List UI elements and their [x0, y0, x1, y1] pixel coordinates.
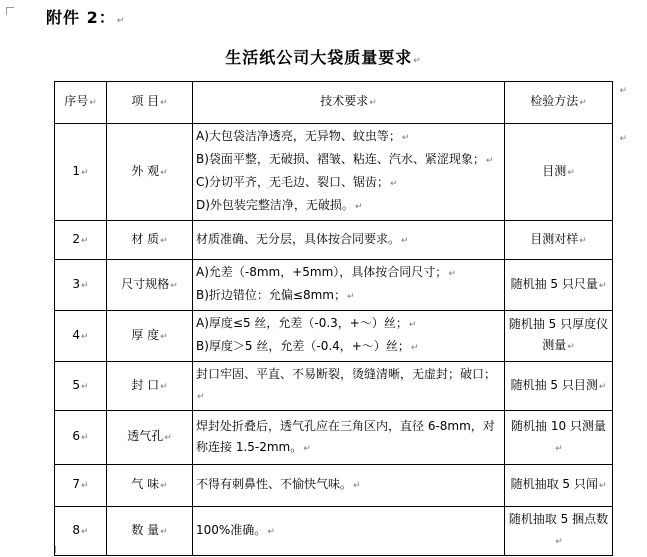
table-header-row	[55, 82, 613, 124]
table-row	[55, 221, 613, 260]
table-row	[55, 124, 613, 221]
row-requirements: 100%准确。↵	[193, 507, 505, 556]
row-item: 厚 度↵	[107, 311, 193, 362]
row-item: 尺寸规格↵	[107, 260, 193, 311]
row-no: 6↵	[55, 411, 107, 465]
table-row	[55, 260, 613, 311]
row-no: 1↵	[55, 124, 107, 221]
row-method: 随机抽 5 只厚度仪测量↵	[505, 311, 613, 362]
table-row	[55, 411, 613, 465]
header-no: 序号↵	[55, 82, 107, 124]
row-item: 材 质↵	[107, 221, 193, 260]
row-method: 随机抽 10 只测量↵	[505, 411, 613, 465]
row-requirements: 不得有刺鼻性、不愉快气味。↵	[193, 465, 505, 507]
row-method: 随机抽取 5 捆点数↵	[505, 507, 613, 556]
table-end-mark: ↵	[619, 86, 627, 96]
row-requirements: 封口牢固、平直、不易断裂，烫缝清晰，无虚封；破口；↵	[193, 362, 505, 411]
row-method: 随机抽 5 只尺量↵	[505, 260, 613, 311]
page-corner-mark	[6, 7, 14, 15]
row-method: 随机抽取 5 只闻↵	[505, 465, 613, 507]
row-method: 随机抽 5 只目测↵	[505, 362, 613, 411]
row-item: 封 口↵	[107, 362, 193, 411]
row-requirements: A)大包袋洁净透亮，无异物、蚊虫等；↵ B)袋面平整，无破损、褶皱、粘连、汽水、紧涩现象；↵ C)分切平齐，无毛边、裂口、锯齿；↵ D)外包装完整洁净，无破损。↵	[193, 124, 505, 221]
row-no: 7↵	[55, 465, 107, 507]
row-requirements: 焊封处折叠后，透气孔应在三角区内，直径 6-8mm，对称连接 1.5-2mm。↵	[193, 411, 505, 465]
row-item: 透气孔↵	[107, 411, 193, 465]
header-item: 项 目↵	[107, 82, 193, 124]
row-no: 2↵	[55, 221, 107, 260]
row-method: 目测对样↵	[505, 221, 613, 260]
row-no: 5↵	[55, 362, 107, 411]
table-row	[55, 465, 613, 507]
table-end-mark: ↵	[619, 134, 627, 144]
table-row	[55, 507, 613, 556]
row-item: 外 观↵	[107, 124, 193, 221]
row-method: 目测↵	[505, 124, 613, 221]
row-no: 3↵	[55, 260, 107, 311]
row-requirements: A)允差（-8mm，+5mm），具体按合同尺寸；↵ B)折边错位：允偏≤8mm；↵	[193, 260, 505, 311]
header-method: 检验方法↵	[505, 82, 613, 124]
row-no: 4↵	[55, 311, 107, 362]
row-requirements: 材质准确、无分层，具体按合同要求。↵	[193, 221, 505, 260]
row-no: 8↵	[55, 507, 107, 556]
header-requirement: 技术要求↵	[193, 82, 505, 124]
table-row	[55, 362, 613, 411]
annex-label: 附件 2：↵	[46, 8, 126, 27]
quality-requirements-table	[54, 81, 613, 556]
page-corner-mark	[55, 546, 57, 553]
row-item: 数 量↵	[107, 507, 193, 556]
row-item: 气 味↵	[107, 465, 193, 507]
table-row	[55, 311, 613, 362]
document-title: 生活纸公司大袋质量要求↵	[225, 48, 422, 67]
row-requirements: A)厚度≤5 丝，允差（-0.3，+～）丝；↵ B)厚度＞5 丝，允差（-0.4，+～）丝；↵	[193, 311, 505, 362]
